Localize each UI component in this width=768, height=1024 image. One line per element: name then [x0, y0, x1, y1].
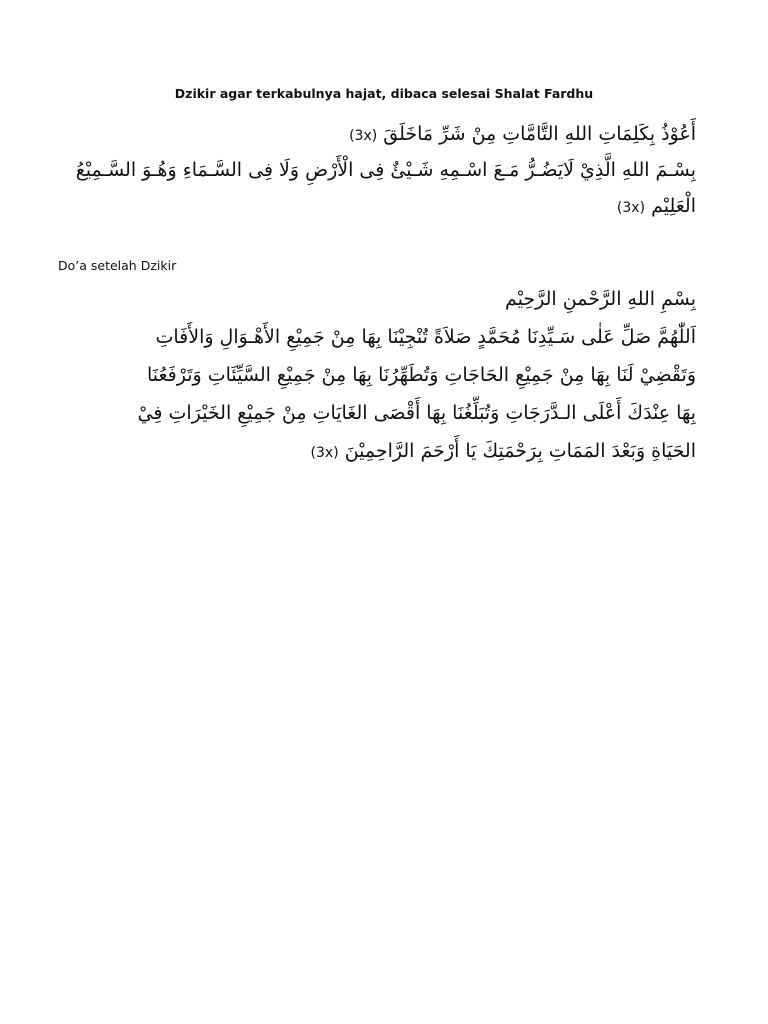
- doa-line-text: بِسْمِ اللهِ الرَّحْمنِ الرَّحِيْم: [505, 288, 696, 310]
- section-label-doa: Do’a setelah Dzikir: [58, 258, 177, 273]
- repeat-marker: (3x): [310, 445, 339, 461]
- dzikir-text: [56, 116, 696, 224]
- doa-line: [56, 356, 696, 394]
- doa-line: [56, 394, 696, 432]
- repeat-marker: (3x): [616, 200, 646, 216]
- dzikir-line: [56, 188, 696, 224]
- dzikir-line-text: الْعَلِيْم: [651, 195, 696, 217]
- repeat-marker: (3x): [349, 128, 378, 144]
- dzikir-line: [56, 116, 696, 152]
- doa-text: [56, 280, 696, 470]
- doa-line: [56, 318, 696, 356]
- doa-line-text: بِهَا عِنْدَكَ أَعْلَى الـدَّرَجَاتِ وَتُبَلِّغُنَا بِهَا أَقْصَى الغَايَاتِ مِنْ جَمِيْعِ الخَيْرَاتِ فِيْ: [137, 402, 696, 424]
- document-title: Dzikir agar terkabulnya hajat, dibaca selesai Shalat Fardhu: [174, 86, 594, 101]
- doa-line-text: اَللّٰهُمَّ صَلِّ عَلٰى سَـيِّدِنَا مُحَمَّدٍ صَلاَةً تُنْجِيْنَا بِهَا مِنْ جَمِيْعِ الأَهْـوَالِ وَالأَفَاتِ: [155, 326, 696, 348]
- dzikir-line-text: أَعُوْذُ بِكَلِمَاتِ اللهِ التَّامَّاتِ مِنْ شَرِّ مَاخَلَقَ: [383, 123, 696, 145]
- dzikir-line: [56, 152, 696, 188]
- doa-line: [56, 432, 696, 470]
- doa-line-text: وَتَقْضِيْ لَنَا بِهَا مِنْ جَمِيْعِ الحَاجَاتِ وَتُطَهِّرُنَا بِهَا مِنْ جَمِيْعِ السَّيِّئَاتِ وَتَرْفَعُنَا: [146, 364, 696, 386]
- dzikir-line-text: بِسْـمَ اللهِ الَّذِيْ لَايَضُـرُّ مَـعَ اسْـمِهِ شَـيْئٌ فِى الْأَرْضِ وَلَا فِى السَّـمَاءِ وَهُـوَ السَّـمِيْعُ: [75, 159, 696, 181]
- doa-line: [56, 280, 696, 318]
- doa-line-text: الحَيَاةِ وَبَعْدَ المَمَاتِ بِرَحْمَتِكَ يَا أَرْحَمَ الرَّاحِمِيْنَ: [344, 440, 696, 462]
